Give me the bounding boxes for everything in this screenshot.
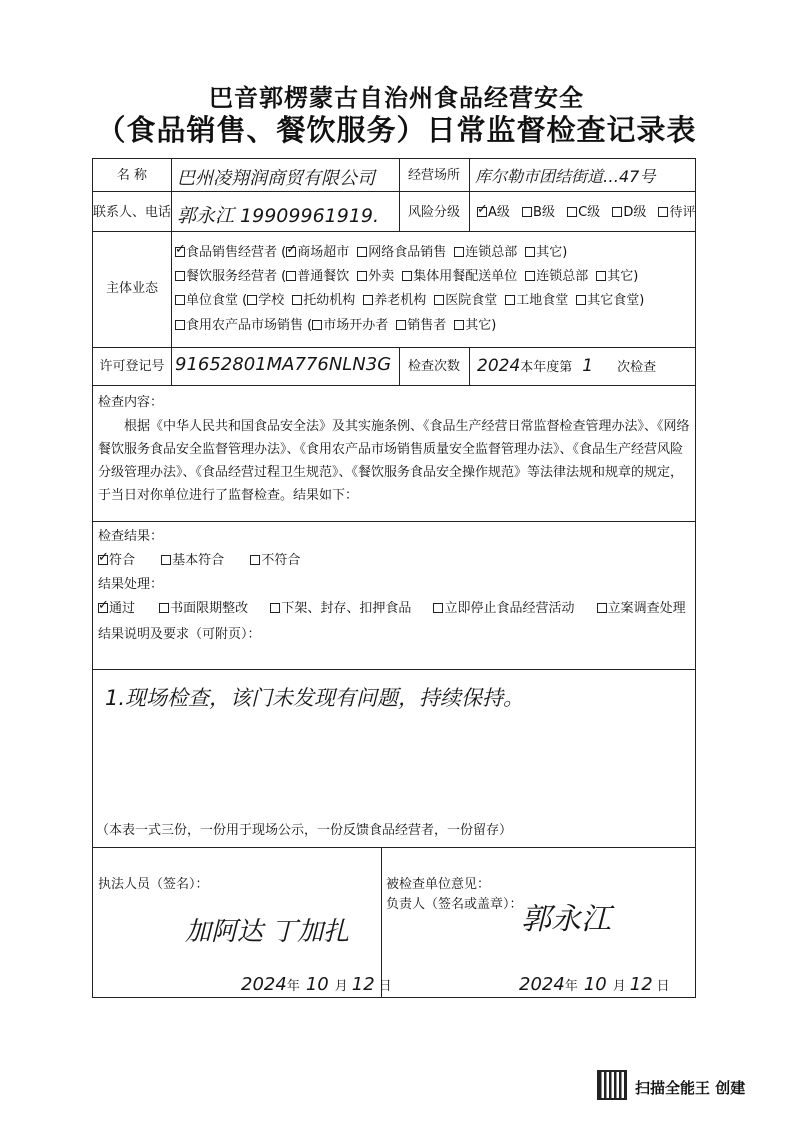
- inspection-heading: 检查内容：: [98, 395, 164, 410]
- business-row-canteen: 单位食堂 ( 学校 托幼机构 养老机构 医院食堂 工地食堂 其它食堂): [175, 293, 644, 309]
- license-label: 许可登记号: [99, 359, 165, 374]
- risk-option-pending[interactable]: 待评: [658, 205, 695, 220]
- results-heading: 检查结果：: [98, 529, 164, 544]
- qr-code-icon: [597, 1070, 627, 1100]
- license-value: 91652801MA776NLN3G: [175, 354, 392, 375]
- contact-label: 联系人、电话: [93, 205, 172, 220]
- form-title-line1: 巴音郭楞蒙古自治州食品经营安全: [209, 84, 584, 112]
- risk-option-c[interactable]: C级: [567, 205, 600, 220]
- name-label: 名 称: [116, 168, 148, 183]
- count-number: 1: [582, 356, 594, 376]
- inspection-body: 根据《中华人民共和国食品安全法》及其实施条例、《食品生产经营日常监督检查管理办法》、《网络餐饮服务食品安全监督管理办法》、《食用农产品市场销售质量安全监督管理办法》、《食品生产经营风险分级管理办法》、《食品经营过程卫生规范》、《餐饮服务食品安全操作规范》等法律法规和规章的规定，于当日对你单位进行了监督检查。结果如下：: [98, 419, 690, 503]
- form-title-line2: （食品销售、餐饮服务）日常监督检查记录表: [96, 113, 697, 147]
- checkbox-noncompliant[interactable]: [250, 555, 260, 565]
- checkbox-pending: [658, 207, 668, 217]
- officer-date: 2024年 10 月 12 日: [241, 974, 392, 995]
- checkbox-pass[interactable]: [98, 603, 108, 613]
- handling-options: ✓通过 书面限期整改 下架、封存、扣押食品 立即停止食品经营活动 立案调查处理: [98, 601, 686, 617]
- business-row-catering: 餐饮服务经营者 ( 普通餐饮 外卖 集体用餐配送单位 连锁总部 其它): [175, 269, 638, 285]
- checkbox-c: [567, 207, 577, 217]
- count-year: 2024: [477, 356, 521, 376]
- checkbox-compliant[interactable]: [98, 555, 108, 565]
- scanner-watermark: [597, 1070, 772, 1106]
- contact-value: 郭永江 19909961919.: [177, 205, 380, 227]
- officer-signatures: 加阿达 丁加扎: [185, 917, 350, 947]
- name-value: 巴州凌翔润商贸有限公司: [177, 168, 375, 189]
- business-row-food-sales: ✓食品销售经营者 (✓ 商场超市 网络食品销售 连锁总部 其它): [175, 245, 567, 261]
- inspection-form: [92, 158, 696, 998]
- checkbox-a: [477, 207, 487, 217]
- checkbox-supermarket[interactable]: [286, 247, 296, 257]
- risk-option-b[interactable]: B级: [522, 205, 555, 220]
- explanation-handwritten: 1.现场检查，该门未发现有问题，持续保持。: [105, 686, 525, 710]
- checkbox-d: [612, 207, 622, 217]
- officer-sign-label: 执法人员（签名）：: [98, 877, 209, 892]
- business-label: 主体业态: [105, 281, 158, 296]
- copies-note: （本表一式三份，一份用于现场公示，一份反馈食品经营者，一份留存）: [96, 823, 513, 838]
- count-label: 检查次数: [407, 359, 460, 374]
- watermark-text: 扫描全能王 创建: [635, 1079, 746, 1097]
- unit-signature: 郭永江: [521, 902, 611, 937]
- checkbox-b: [522, 207, 532, 217]
- risk-option-d[interactable]: D级: [612, 205, 646, 220]
- risk-options: [477, 205, 704, 221]
- checkbox-basic-compliant[interactable]: [161, 555, 171, 565]
- checkbox-food-sales[interactable]: [175, 247, 185, 257]
- business-row-agri-market: 食用农产品市场销售 ( 市场开办者 销售者 其它): [175, 318, 496, 334]
- risk-label: 风险分级: [407, 205, 460, 220]
- explanation-heading: 结果说明及要求（可附页）：: [98, 627, 261, 642]
- results-options: ✓符合 基本符合 不符合: [98, 553, 300, 569]
- risk-option-a[interactable]: ✓ A级: [477, 205, 510, 220]
- count-value: 2024本年度第 1 次检查: [477, 356, 657, 376]
- address-label: 经营场所: [407, 168, 460, 183]
- address-value: 库尔勒市团结街道…47号: [475, 167, 656, 186]
- unit-date: 2024年 10 月 12 日: [519, 974, 670, 995]
- unit-opinion-label: 被检查单位意见：: [386, 877, 491, 892]
- handling-heading: 结果处理：: [98, 577, 164, 592]
- unit-responsible-label: 负责人（签名或盖章）：: [386, 897, 523, 912]
